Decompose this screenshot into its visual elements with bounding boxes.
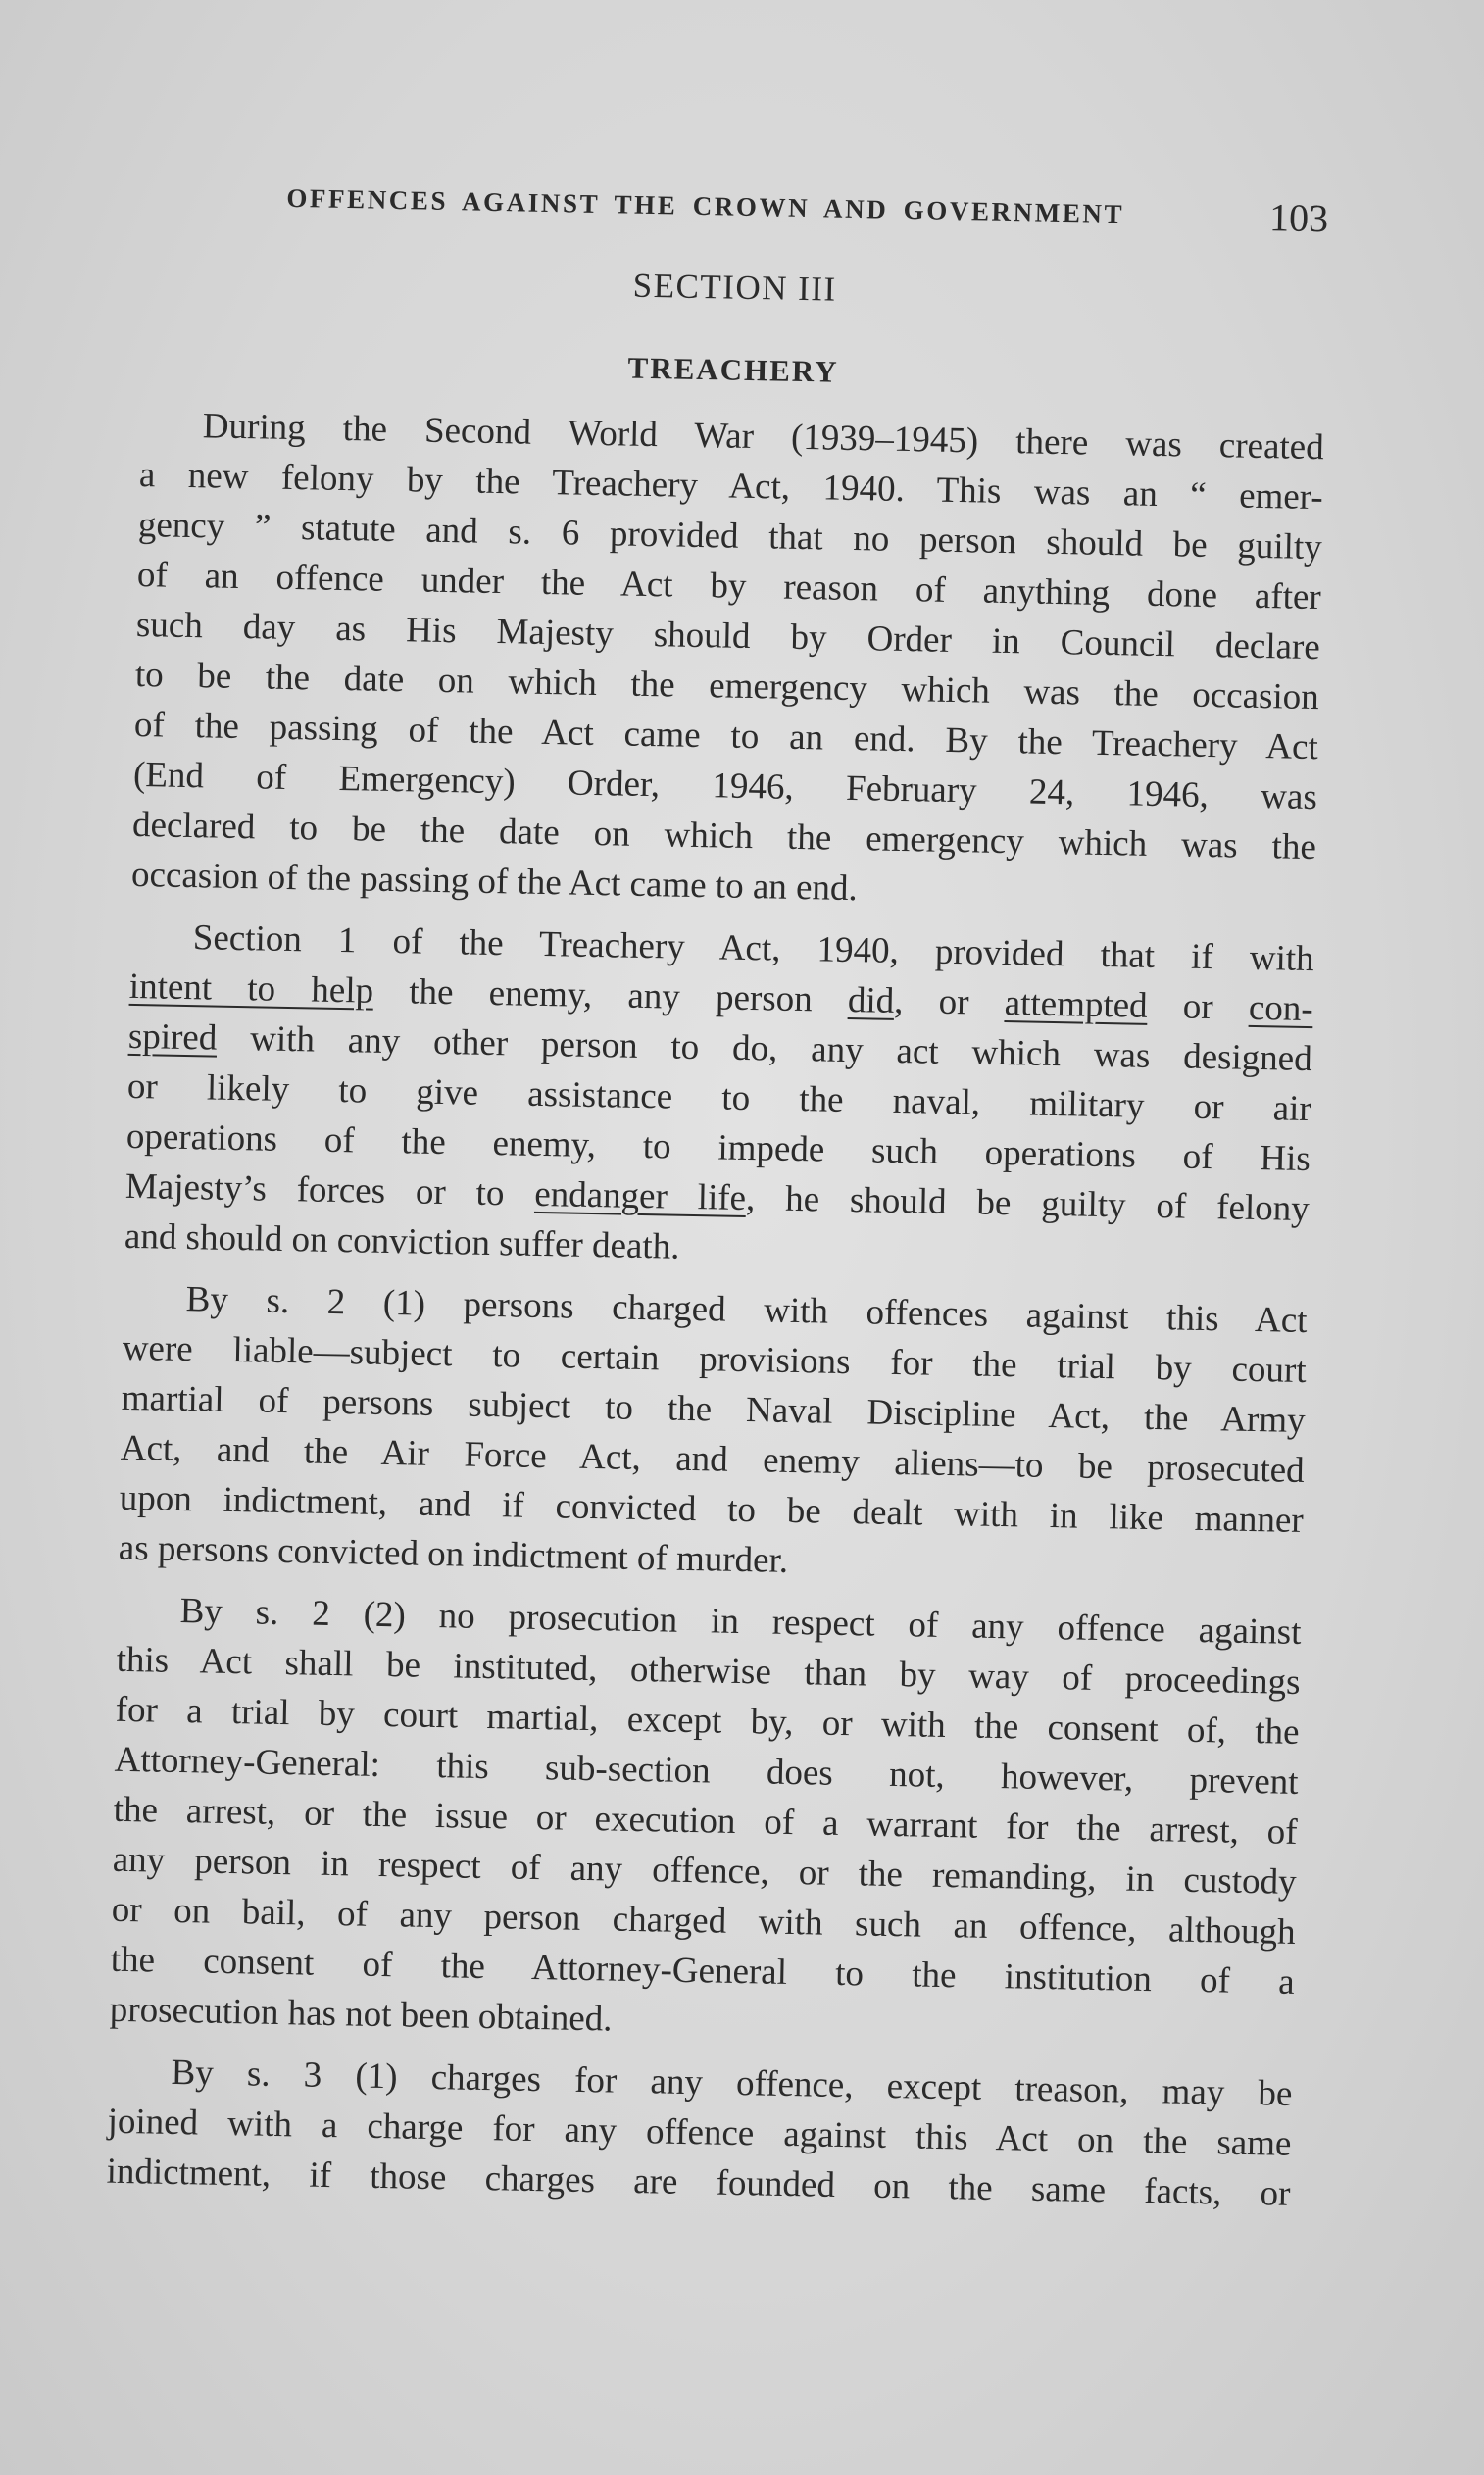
text-segment: prosecution has not been obtained. xyxy=(109,1989,613,2040)
text-segment: for a trial by court martial, except by, or with the consent of, the xyxy=(115,1689,1300,1753)
text-segment: and should on conviction suffer death. xyxy=(124,1215,680,1267)
text-segment: with any other person to do, any act which was designed xyxy=(216,1017,1313,1080)
underlined-text: intent to help xyxy=(128,965,374,1012)
text-segment: martial of persons subject to the Naval Discipline Act, the Army xyxy=(121,1377,1307,1442)
body-text xyxy=(106,400,1324,2231)
text-segment: (End of Emergency) Order, 1946, February 24, 1946, was xyxy=(132,754,1318,818)
page-number: 103 xyxy=(1268,195,1329,241)
underlined-text: spired xyxy=(127,1015,218,1059)
paragraph xyxy=(109,1585,1302,2057)
text-segment: gency ” statute and s. 6 provided that no person should be guilty xyxy=(137,504,1323,569)
text-segment: such day as His Majesty should by Order in Council declare xyxy=(135,604,1321,668)
text-segment: to be the date on which the emergency which was the occasion xyxy=(134,654,1320,718)
text-segment: indictment, if those charges are founded on the same facts, or xyxy=(106,2151,1291,2214)
text-segment: Majesty’s forces or to xyxy=(124,1165,535,1214)
paragraph xyxy=(131,400,1325,922)
paragraph xyxy=(106,2047,1293,2219)
text-segment: the enemy, any person xyxy=(372,970,849,1020)
text-segment: Attorney-General: this sub-section does not, however, prevent xyxy=(114,1739,1299,1803)
text-segment: as persons convicted on indictment of murder. xyxy=(118,1527,789,1581)
text-segment: or on bail, of any person charged with such an offence, although xyxy=(111,1889,1296,1953)
text-segment: operations of the enemy, to impede such operations of His xyxy=(125,1115,1311,1180)
text-segment: this Act shall be instituted, otherwise than by way of proceedings xyxy=(116,1639,1301,1703)
text-segment: of the passing of the Act came to an end. By the Treachery Act xyxy=(133,704,1319,768)
text-segment: were liable—subject to certain provisions for the trial by court xyxy=(122,1327,1307,1392)
text-segment: , he should be guilty of felony xyxy=(745,1178,1311,1230)
text-segment: the arrest, or the issue or execution of a warrant for the arrest, of xyxy=(113,1789,1298,1853)
text-segment: upon indictment, and if convicted to be dealt with in like manner xyxy=(119,1477,1305,1541)
text-segment: , or xyxy=(893,980,1006,1024)
underlined-text: con- xyxy=(1248,987,1314,1030)
underlined-text: did xyxy=(847,979,895,1021)
text-segment: By s. 3 (1) charges for any offence, except treason, may be xyxy=(171,2052,1293,2114)
text-segment: the consent of the Attorney-General to the institution of a xyxy=(110,1939,1296,2003)
underlined-text: attempted xyxy=(1004,983,1149,1026)
chapter-heading: TREACHERY xyxy=(627,350,839,389)
text-segment: By s. 2 (2) no prosecution in respect of any offence against xyxy=(179,1591,1302,1653)
paragraph xyxy=(124,912,1315,1284)
text-segment: of an offence under the Act by reason of anything done after xyxy=(136,554,1322,619)
text-segment: joined with a charge for any offence against this Act on the same xyxy=(107,2101,1292,2164)
text-segment: occasion of the passing of the Act came to an end. xyxy=(130,854,859,910)
running-head-title: OFFENCES AGAINST THE CROWN AND GOVERNMENT xyxy=(286,182,1125,229)
text-segment: declared to be the date on which the emergency which was the xyxy=(131,804,1317,868)
underlined-text: endanger life xyxy=(533,1173,747,1219)
running-head xyxy=(144,173,1329,244)
section-title: SECTION III xyxy=(632,266,838,309)
text-segment: or xyxy=(1147,985,1250,1028)
book-page xyxy=(106,0,1332,2214)
text-segment: Act, and the Air Force Act, and enemy aliens—to be prosecuted xyxy=(120,1427,1306,1492)
paragraph xyxy=(118,1273,1308,1596)
text-segment: any person in respect of any offence, or the remanding, in custody xyxy=(112,1839,1297,1903)
text-segment: or likely to give assistance to the naval, military or air xyxy=(126,1065,1312,1130)
text-segment: Section 1 of the Treachery Act, 1940, provided that if with xyxy=(192,917,1315,980)
text-segment: By s. 2 (1) persons charged with offences against this Act xyxy=(185,1279,1308,1342)
text-segment: During the Second World War (1939–1945) there was created xyxy=(202,406,1325,469)
text-segment: a new felony by the Treachery Act, 1940. This was an “ emer- xyxy=(138,455,1324,519)
